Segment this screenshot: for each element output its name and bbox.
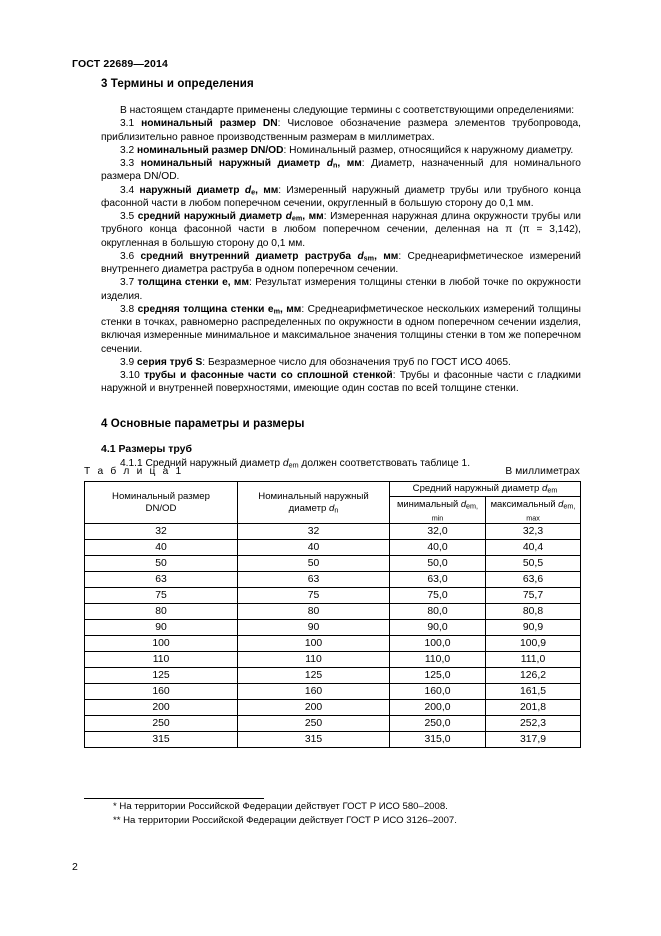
th-mean-outer-diameter-group [390,482,581,497]
table-row [85,684,581,700]
cell-dn-od: 250 [85,716,238,732]
term-colon: : [249,277,256,289]
term-3-6 [101,250,581,277]
term-number: 3.6 [120,250,135,262]
subsection-heading-4-1: 4.1 Размеры труб [101,442,192,455]
cell-dn: 90 [238,620,390,636]
term-number: 3.8 [120,303,135,315]
term-name: номинальный размер DN/OD [137,144,284,156]
cell-min: 63,0 [390,572,486,588]
cell-max: 252,3 [486,716,581,732]
term-symbol: d [244,184,252,196]
term-unit: мм [383,250,399,262]
term-symbol-subscript: m [273,306,280,316]
term-name: средний внутренний диаметр раструба $d_{sm}$, мм [140,250,399,263]
term-definition: Числовое обозначение размера элементов трубопровода, приблизительно равное производственным размерам в миллиметрах. [101,118,581,143]
cell-dn: 160 [238,684,390,700]
section-heading-4: 4 Основные параметры и размеры [101,417,305,430]
cell-dn: 32 [238,524,390,540]
term-unit: мм [233,277,249,289]
term-3-7 [101,276,581,303]
th-nominal-size [85,482,238,524]
term-symbol-subscript: sm [363,253,375,263]
cell-dn-od: 200 [85,700,238,716]
cell-dn: 125 [238,668,390,684]
term-3-3 [101,157,581,184]
term-3-1 [101,117,581,144]
table-label: Т а б л и ц а 1 [84,466,184,477]
term-definition: Номинальный размер, относящийся к наружному диаметру. [289,144,574,156]
term-name-base: номинальный наружный диаметр [140,158,321,169]
th-group-symbol: d [542,483,548,494]
term-name: номинальный наружный диаметр $d_n$, мм [140,158,362,170]
term-unit: мм [346,158,362,169]
cell-min: 40,0 [390,540,486,556]
cell-max: 63,6 [486,572,581,588]
cell-min: 315,0 [390,732,486,748]
term-colon: : [278,184,287,196]
cell-dn: 40 [238,540,390,556]
term-definition: Диаметр, назначенный для номинального размера DN/OD. [101,158,581,183]
cell-max: 111,0 [486,652,581,668]
term-number: 3.2 [120,144,135,156]
cell-dn-od: 315 [85,732,238,748]
th-mean-od-max [486,497,581,524]
term-3-9 [101,356,581,369]
term-name: номинальный размер DN [141,118,278,130]
table-head [85,482,581,524]
cell-dn: 250 [238,716,390,732]
clause-symbol: d [282,457,289,469]
term-name-base: толщина стенки [137,277,219,289]
table-row [85,716,581,732]
th-min-label: минимальный [396,498,461,509]
term-unit: мм [286,303,302,315]
th-nominal-size-line2: DN/OD [145,502,177,514]
term-symbol: d [326,158,333,169]
section-heading-3: 3 Термины и определения [101,78,254,90]
term-3-2 [101,144,581,157]
cell-dn-od: 50 [85,556,238,572]
term-3-10 [101,369,581,396]
term-name-base: средний внутренний диаметр раструба [140,250,352,262]
term-symbol-subscript: e [251,187,256,197]
term-colon: : [301,303,308,315]
table-units-note: В миллиметрах [505,466,580,477]
clause-symbol-subscript: em [288,460,299,470]
cell-max: 317,9 [486,732,581,748]
cell-dn-od: 125 [85,668,238,684]
term-name: трубы и фасонные части со сплошной стенкой [144,370,393,381]
term-definition: Трубы и фасонные части с гладкими наружной и внутренней поверхностями, имеющие один состав по всей толщине стенки. [101,370,581,395]
th-min-symbol: d [460,498,467,509]
cell-dn: 50 [238,556,390,572]
cell-dn: 315 [238,732,390,748]
clause-number: 4.1.1 [120,457,143,469]
term-definition: Безразмерное число для обозначения труб по ГОСТ ИСО 4065. [207,356,511,368]
term-name: средняя толщина стенки $e_m$, мм [137,303,302,316]
term-symbol: d [285,211,292,222]
page-content [101,78,581,470]
term-colon: : [361,158,372,169]
th-nominal-od-subscript: n [334,505,339,515]
footnote-1: * На территории Российской Федерации действует ГОСТ Р ИСО 580–2008. [113,801,448,812]
term-number: 3.7 [120,277,135,289]
cell-max: 75,7 [486,588,581,604]
table-row [85,540,581,556]
cell-max: 201,8 [486,700,581,716]
table-row [85,588,581,604]
cell-min: 100,0 [390,636,486,652]
term-definition: Среднеарифметическое измерений внутреннего диаметра раструба в одном поперечном сечении. [101,250,581,275]
term-symbol: e [267,303,274,315]
cell-max: 161,5 [486,684,581,700]
th-group-subscript: em [547,485,558,495]
th-max-label: максимальный [490,498,559,509]
cell-max: 50,5 [486,556,581,572]
term-name: толщина стенки e, мм [137,277,249,289]
th-nominal-size-line1: Номинальный размер [112,490,210,502]
cell-dn: 75 [238,588,390,604]
term-symbol: d [357,250,364,262]
term-number: 3.9 [120,356,135,368]
term-number: 3.5 [120,211,135,222]
cell-min: 250,0 [390,716,486,732]
term-name: серия труб S [137,356,203,368]
cell-min: 200,0 [390,700,486,716]
cell-dn-od: 63 [85,572,238,588]
th-nominal-od-line1: Номинальный наружный [258,490,369,502]
cell-min: 32,0 [390,524,486,540]
cell-dn: 200 [238,700,390,716]
table-row [85,668,581,684]
cell-max: 90,9 [486,620,581,636]
cell-dn-od: 75 [85,588,238,604]
cell-dn: 63 [238,572,390,588]
cell-min: 160,0 [390,684,486,700]
table-row [85,524,581,540]
table-row [85,732,581,748]
term-3-5 [101,210,581,250]
term-definition: Среднеарифметическое нескольких измерений толщины стенки в точках, равномерно распределенных по окружности в одном поперечном сечении изделия, включая измеренные минимальное и максимальное значения толщины стенки в том же поперечном сечении. [101,303,581,355]
cell-max: 40,4 [486,540,581,556]
cell-dn-od: 40 [85,540,238,556]
cell-dn-od: 80 [85,604,238,620]
term-unit: мм [263,184,279,196]
clause-text-before: Средний наружный диаметр [145,457,283,469]
cell-min: 80,0 [390,604,486,620]
th-nominal-od-symbol: d [328,502,335,514]
term-name: средний наружный диаметр $d_{em}$, мм [137,211,324,223]
table-row [85,652,581,668]
term-3-8 [101,303,581,356]
term-colon: : [398,250,408,262]
table-row [85,700,581,716]
term-name-base: средняя толщина стенки [137,303,265,315]
term-name-base: наружный диаметр [139,184,240,196]
cell-min: 75,0 [390,588,486,604]
cell-dn-od: 110 [85,652,238,668]
cell-max: 32,3 [486,524,581,540]
cell-max: 100,9 [486,636,581,652]
term-number: 3.10 [120,370,140,381]
section-3-intro: В настоящем стандарте применены следующие термины с соответствующими определениями: [120,105,575,116]
th-nominal-outer-diameter [238,482,390,524]
cell-min: 110,0 [390,652,486,668]
pipe-dimensions-table [84,481,581,748]
term-unit: мм [308,211,324,222]
th-mean-od-min [390,497,486,524]
table-row [85,572,581,588]
th-nominal-od-line2: диаметр [288,502,329,514]
cell-min: 125,0 [390,668,486,684]
term-colon: : [277,118,288,130]
th-max-subscript: em, max [526,501,576,523]
cell-dn-od: 32 [85,524,238,540]
table-row [85,636,581,652]
table-row [85,604,581,620]
cell-dn-od: 90 [85,620,238,636]
table-caption-row [84,466,580,477]
term-colon: : [283,144,290,156]
term-number: 3.3 [120,158,135,169]
footnotes-block [101,800,581,828]
cell-min: 90,0 [390,620,486,636]
cell-dn-od: 160 [85,684,238,700]
cell-dn-od: 100 [85,636,238,652]
cell-max: 126,2 [486,668,581,684]
clause-text-after: должен соответствовать таблице 1. [298,457,471,469]
term-symbol-subscript: n [332,160,338,170]
cell-dn: 110 [238,652,390,668]
term-3-4 [101,184,581,211]
term-symbol-subscript: em [291,213,303,223]
running-header: ГОСТ 22689—2014 [72,58,168,70]
cell-dn: 100 [238,636,390,652]
th-min-subscript: em, min [431,501,479,523]
term-name-base: средний наружный диаметр [137,211,283,222]
term-colon: : [202,356,208,368]
th-max-symbol: d [558,498,564,509]
cell-max: 80,8 [486,604,581,620]
term-number: 3.4 [120,184,135,196]
term-colon: : [323,211,331,222]
footnote-2: ** На территории Российской Федерации действует ГОСТ Р ИСО 3126–2007. [113,815,457,826]
term-name: наружный диаметр $d_e$, мм [139,184,279,197]
term-definition: Результат измерения толщины стенки в любой точке по окружности изделия. [101,277,581,302]
table-body [85,524,581,748]
cell-dn: 80 [238,604,390,620]
footnote-separator [84,798,264,799]
page-number: 2 [72,861,78,873]
term-number: 3.1 [120,118,135,130]
cell-min: 50,0 [390,556,486,572]
table-header-row-group [85,482,581,497]
table-row [85,620,581,636]
th-group-label: Средний наружный диаметр [412,483,543,494]
term-definition: Измеренный наружный диаметр трубы или трубного конца фасонной части в любом поперечном сечении, округленный в большую сторону до 0,1 мм. [101,184,581,209]
term-colon: : [392,370,400,381]
term-symbol: e [222,277,228,289]
table-row [85,556,581,572]
term-definition: Измеренная наружная длина окружности трубы или трубного конца фасонной части в любом поперечном сечении, деленная на π (π = 3,142), округленная в большую сторону до 0,1 мм. [101,211,581,249]
